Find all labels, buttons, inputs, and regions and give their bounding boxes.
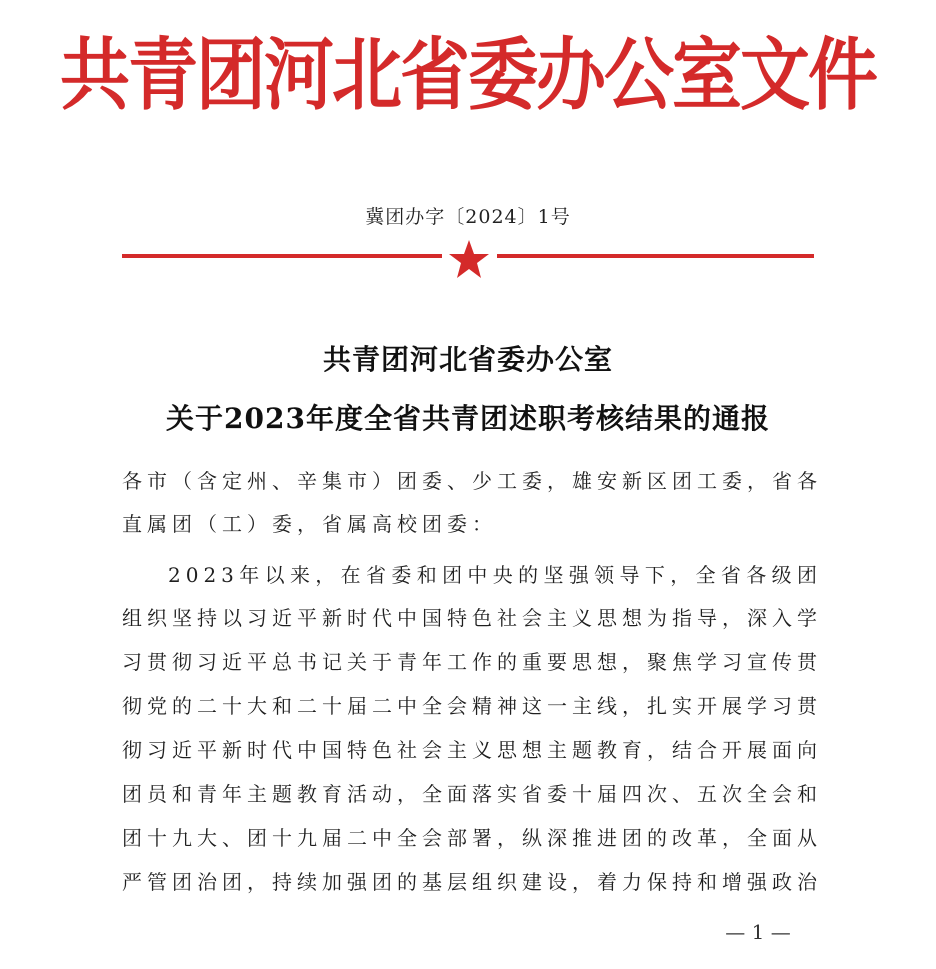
salutation-line: 直属团（工）委，省属高校团委： <box>122 512 497 536</box>
red-separator-left <box>122 254 442 258</box>
page-number: — 1 — <box>725 920 791 944</box>
document-title-line-2: 关于2023年度全省共青团述职考核结果的通报 <box>166 402 770 435</box>
body-text-line: 团十九大、团十九届二中全会部署，纵深推进团的改革，全面从 <box>122 826 822 850</box>
document-number: 冀团办字〔2024〕1号 <box>365 206 571 228</box>
body-text-line: 2023年以来，在省委和团中央的坚强领导下，全省各级团 <box>168 563 822 587</box>
salutation-line: 各市（含定州、辛集市）团委、少工委，雄安新区团工委，省各 <box>122 469 822 493</box>
body-text-line: 习贯彻习近平总书记关于青年工作的重要思想，聚焦学习宣传贯 <box>122 650 822 674</box>
document-masthead: 共青团河北省委办公室文件 <box>60 29 876 121</box>
red-star-icon <box>448 239 490 279</box>
red-separator-right <box>497 254 814 258</box>
body-text-line: 彻习近平新时代中国特色社会主义思想主题教育，结合开展面向 <box>122 738 822 762</box>
body-text-line: 组织坚持以习近平新时代中国特色社会主义思想为指导，深入学 <box>122 606 822 630</box>
body-text-line: 严管团治团，持续加强团的基层组织建设，着力保持和增强政治 <box>122 870 822 894</box>
document-title-line-1: 共青团河北省委办公室 <box>322 343 613 376</box>
body-text-line: 团员和青年主题教育活动，全面落实省委十届四次、五次全会和 <box>122 782 822 806</box>
body-text-line: 彻党的二十大和二十届二中全会精神这一主线，扎实开展学习贯 <box>122 694 822 718</box>
